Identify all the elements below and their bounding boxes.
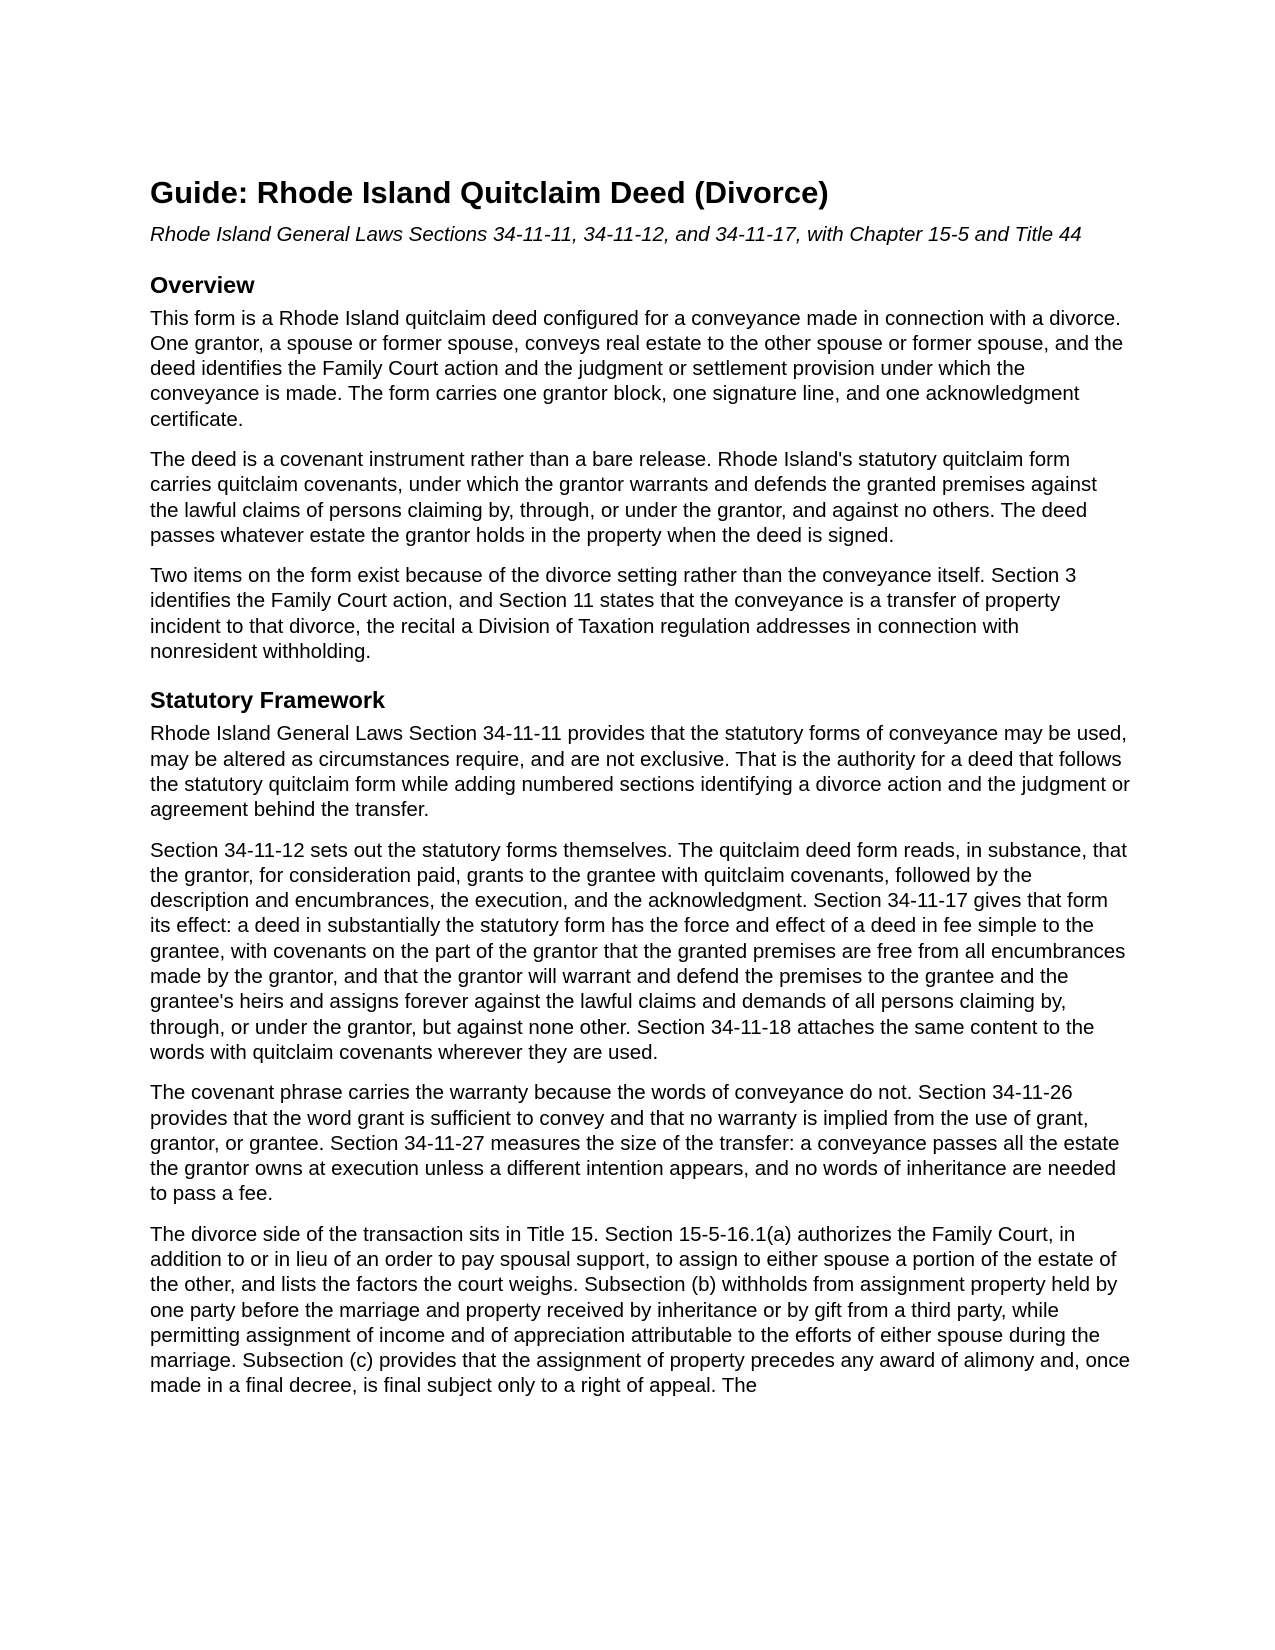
section-heading-overview: Overview (150, 271, 255, 298)
section-heading-statutory-framework: Statutory Framework (150, 687, 386, 714)
paragraph: The divorce side of the transaction sits in Title 15. Section 15-5-16.1(a) authorizes the Family Court, in addition to or in lieu of an order to pay spousal support, to assign to either spouse a portion of the estate of the other, and lists the factors the court weighs. Subsection (b) withholds from assignment property held by one party before the marriage and property received by inheritance or by gift from a third party, while permitting assignment of income and of appreciation attributable to the efforts of either spouse during the marriage. Subsection (c) provides that the assignment of property precedes any award of alimony and, once made in a final decree, is final subject only to a right of appeal. The (150, 1222, 1130, 1398)
paragraph: Section 34-11-12 sets out the statutory forms themselves. The quitclaim deed form reads, in substance, that the grantor, for consideration paid, grants to the grantee with quitclaim covenants, followed by the description and encumbrances, the execution, and the acknowledgment. Section 34-11-17 gives that form its effect: a deed in substantially the statutory form has the force and effect of a deed in fee simple to the grantee, with covenants on the part of the grantor that the granted premises are free from all encumbrances made by the grantor, and that the grantor will warrant and defend the premises to the grantee and the grantee's heirs and assigns forever against the lawful claims and demands of all persons claiming by, through, or under the grantor, but against none other. Section 34-11-18 attaches the same content to the words with quitclaim covenants wherever they are used. (150, 838, 1127, 1064)
paragraph: Two items on the form exist because of the divorce setting rather than the conveyance itself. Section 3 identifies the Family Court action, and Section 11 states that the conveyance is a transfer of property incident to that divorce, the recital a Division of Taxation regulation addresses in connection with nonresident withholding. (150, 564, 1077, 664)
paragraph: This form is a Rhode Island quitclaim deed configured for a conveyance made in connection with a divorce. One grantor, a spouse or former spouse, conveys real estate to the other spouse or former spouse, and the deed identifies the Family Court action and the judgment or settlement provision under which the conveyance is made. The form carries one grantor block, one signature line, and one acknowledgment certificate. (150, 306, 1124, 431)
section-statutory-framework (150, 686, 1130, 1398)
document-title: Guide: Rhode Island Quitclaim Deed (Divorce) (150, 175, 829, 210)
section-overview (150, 271, 1130, 665)
document-page (150, 174, 1130, 1421)
paragraph: The covenant phrase carries the warranty because the words of conveyance do not. Section 34-11-26 provides that the word grant is sufficient to convey and that no warranty is implied from the use of grant, grantor, or grantee. Section 34-11-27 measures the size of the transfer: a conveyance passes all the estate the grantor owns at execution unless a different intention appears, and no words of inheritance are needed to pass a fee. (150, 1081, 1120, 1206)
paragraph: The deed is a covenant instrument rather than a bare release. Rhode Island's statutory quitclaim form carries quitclaim covenants, under which the grantor warrants and defends the granted premises against the lawful claims of persons claiming by, through, or under the grantor, and against no others. The deed passes whatever estate the grantor holds in the property when the deed is signed. (150, 447, 1097, 547)
paragraph: Rhode Island General Laws Section 34-11-11 provides that the statutory forms of conveyance may be used, may be altered as circumstances require, and are not exclusive. That is the authority for a deed that follows the statutory quitclaim form while adding numbered sections identifying a divorce action and the judgment or agreement behind the transfer. (150, 722, 1130, 822)
document-subtitle: Rhode Island General Laws Sections 34-11-11, 34-11-12, and 34-11-17, with Chapter 15-5 and Title 44 (150, 223, 1082, 246)
